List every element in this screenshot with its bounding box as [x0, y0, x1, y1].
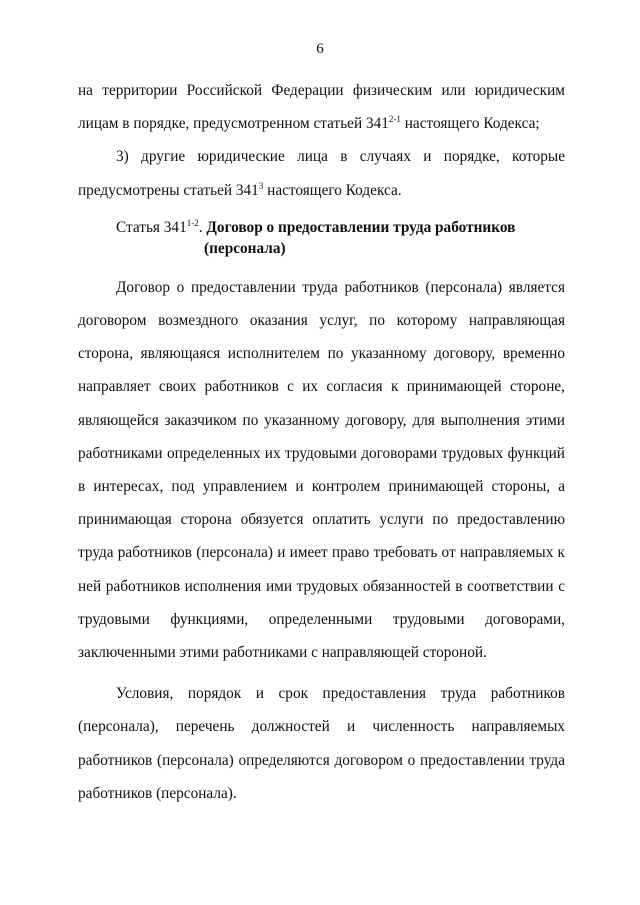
text-line: 3) другие юридические лица в случаях и порядке, которые: [116, 148, 565, 166]
text-line: принимающая сторона обязуется оплатить услуги по предоставлению: [78, 511, 565, 529]
text-line: труда работников (персонала) и имеет право требовать от направляемых к: [78, 544, 565, 562]
text-line: [78, 174, 565, 207]
page-number: 6: [316, 41, 324, 57]
paragraph-1: [78, 74, 565, 140]
paragraph-2: [78, 140, 565, 206]
article-heading: [78, 217, 565, 259]
text-line: заключенными этими работниками с направляющей стороной.: [78, 644, 487, 662]
text-line: договором возмездного оказания услуг, по которому направляющая: [78, 312, 565, 330]
text-fragment: настоящего Кодекса.: [263, 181, 402, 199]
text-line: [78, 107, 565, 140]
text-line: ней работников исполнения ими трудовых обязанностей в соответствии с: [78, 577, 565, 595]
text-line: направляет своих работников с их согласия к принимающей стороне,: [78, 378, 565, 396]
article-title-continued: (персонала): [204, 239, 286, 257]
text-line: работниками определенных их трудовыми договорами трудовых функций: [78, 444, 565, 462]
paragraph-4: [78, 677, 565, 810]
text-line: трудовыми функциями, определенными трудовыми договорами,: [78, 610, 565, 628]
paragraph-3: [78, 271, 565, 669]
text-line: сторона, являющаяся исполнителем по указанному договору, временно: [78, 345, 565, 363]
article-title: Договор о предоставлении труда работников: [206, 218, 516, 236]
text-fragment: предусмотрены статьей 341: [78, 181, 259, 199]
document-body: [78, 74, 565, 810]
superscript: 3: [258, 180, 264, 191]
text-line: в интересах, под управлением и контролем принимающей стороны, а: [78, 478, 565, 496]
text-fragment: настоящего Кодекса;: [400, 115, 540, 133]
text-line: на территории Российской Федерации физическим или юридическим: [78, 82, 565, 99]
superscript: 2-1: [388, 114, 401, 125]
superscript: 1-2: [186, 217, 199, 228]
article-heading-line: [78, 217, 565, 238]
text-fragment: лицам в порядке, предусмотренном статьей 341: [78, 115, 389, 133]
text-line: Условия, порядок и срок предоставления труда работников: [116, 685, 565, 703]
text-line: (персонала), перечень должностей и численность направляемых: [78, 718, 565, 736]
text-fragment: .: [198, 218, 207, 236]
text-line: работников (персонала) определяются договором о предоставлении труда: [78, 751, 565, 769]
article-number: Статья 341: [116, 218, 187, 236]
text-line: являющейся заказчиком по указанному договору, для выполнения этими: [78, 411, 565, 429]
text-line: работников (персонала).: [78, 784, 237, 802]
text-line: Договор о предоставлении труда работников (персонала) является: [116, 278, 565, 296]
